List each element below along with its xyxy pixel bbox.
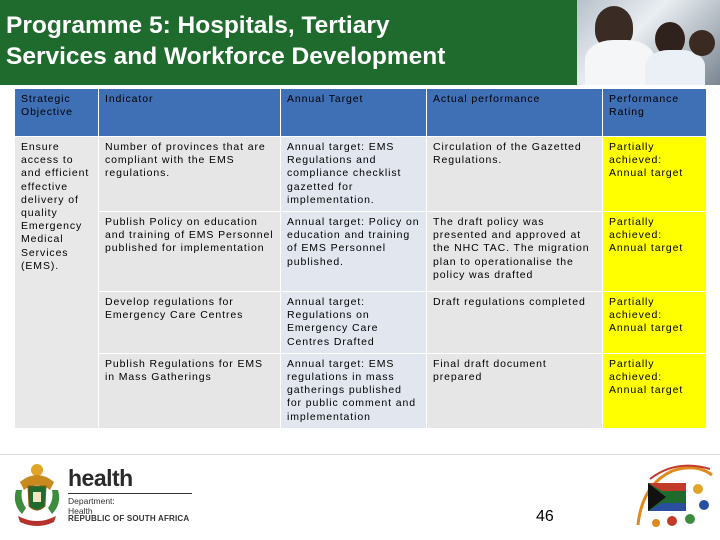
- column-header-performance-rating: Performance Rating: [603, 89, 707, 137]
- performance-table: [14, 88, 707, 429]
- department-line-2: Health: [68, 506, 93, 516]
- actual-performance-cell: Final draft document prepared: [427, 353, 603, 428]
- column-header-annual-target: Annual Target: [281, 89, 427, 137]
- department-line-1: Department:: [68, 496, 115, 506]
- actual-performance-cell: Draft regulations completed: [427, 292, 603, 354]
- title-line-1: Programme 5: Hospitals, Tertiary: [6, 12, 390, 39]
- annual-target-cell: Annual target: Regulations on Emergency Care Centres Drafted: [281, 292, 427, 354]
- table-header-row: [15, 89, 707, 137]
- page-title: [6, 10, 566, 72]
- performance-rating-cell: Partially achieved: Annual target: [603, 212, 707, 292]
- page-number: 46: [536, 508, 554, 525]
- logo-rule: [68, 493, 192, 494]
- strategic-objective-cell: Ensure access to and efficient effective delivery of quality Emergency Medical Services (EMS).: [15, 137, 99, 429]
- table-row: [15, 212, 707, 292]
- performance-rating-cell: Partially achieved: Annual target: [603, 292, 707, 354]
- indicator-cell: Publish Regulations for EMS in Mass Gatherings: [99, 353, 281, 428]
- table-row: [15, 292, 707, 354]
- department-label: [68, 496, 115, 516]
- actual-performance-cell: The draft policy was presented and approved at the NHC TAC. The migration plan to operationalise the policy was drafted: [427, 212, 603, 292]
- table-row: [15, 137, 707, 212]
- annual-target-cell: Annual target: EMS Regulations and compliance checklist gazetted for implementation.: [281, 137, 427, 212]
- performance-rating-cell: Partially achieved: Annual target: [603, 137, 707, 212]
- title-line-2: Services and Workforce Development: [6, 43, 446, 70]
- actual-performance-cell: Circulation of the Gazetted Regulations.: [427, 137, 603, 212]
- header-banner: [0, 0, 720, 85]
- column-header-indicator: Indicator: [99, 89, 281, 137]
- twenty-years-of-freedom-logo-icon: [632, 455, 718, 537]
- health-workers-photo: [577, 0, 720, 85]
- health-logo-wordmark: health: [68, 465, 133, 491]
- annual-target-cell: Annual target: Policy on education and training of EMS Personnel published.: [281, 212, 427, 292]
- footer-divider: [0, 454, 720, 455]
- indicator-cell: Develop regulations for Emergency Care Centres: [99, 292, 281, 354]
- performance-rating-cell: Partially achieved: Annual target: [603, 353, 707, 428]
- table-row: [15, 353, 707, 428]
- annual-target-cell: Annual target: EMS regulations in mass gatherings published for public comment and implementation: [281, 353, 427, 428]
- column-header-strategic-objective: Strategic Objective: [15, 89, 99, 137]
- coat-of-arms-icon: [10, 460, 64, 528]
- country-label: REPUBLIC OF SOUTH AFRICA: [68, 514, 190, 523]
- indicator-cell: Number of provinces that are compliant with the EMS regulations.: [99, 137, 281, 212]
- indicator-cell: Publish Policy on education and training of EMS Personnel published for implementation: [99, 212, 281, 292]
- column-header-actual-performance: Actual performance: [427, 89, 603, 137]
